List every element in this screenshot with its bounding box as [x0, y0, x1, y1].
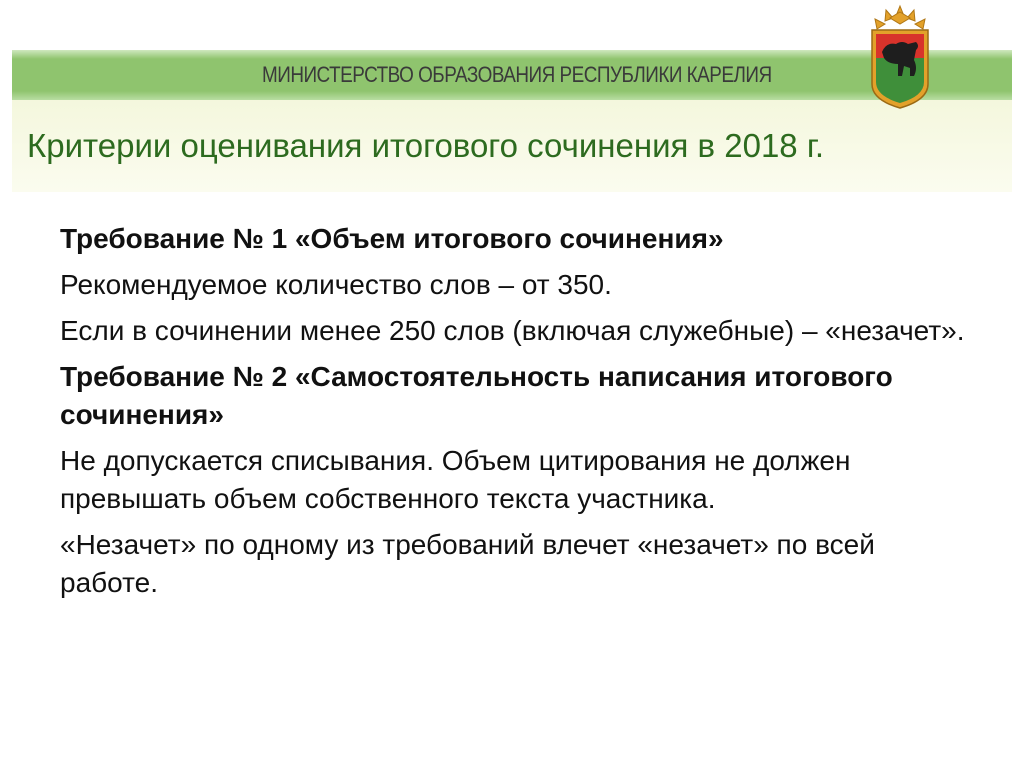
karelia-coat-of-arms-icon — [858, 2, 942, 110]
slide-title: Критерии оценивания итогового сочинения в 2018 г. — [27, 127, 824, 164]
requirement-1-heading: Требование № 1 «Объем итогового сочинения» — [60, 223, 724, 254]
no-copying-rule: Не допускается списывания. Объем цитирования не должен превышать объем собственного текста участника. — [60, 445, 851, 514]
ministry-name: МИНИСТЕРСТВО ОБРАЗОВАНИЯ РЕСПУБЛИКИ КАРЕЛИЯ — [262, 62, 772, 87]
requirement-2-heading: Требование № 2 «Самостоятельность написания итогового сочинения» — [60, 361, 893, 430]
minimum-word-rule: Если в сочинении менее 250 слов (включая служебные) – «незачет». — [60, 315, 965, 346]
fail-consequence: «Незачет» по одному из требований влечет «незачет» по всей работе. — [60, 529, 875, 598]
recommended-word-count: Рекомендуемое количество слов – от 350. — [60, 269, 612, 300]
content-body — [60, 220, 980, 610]
